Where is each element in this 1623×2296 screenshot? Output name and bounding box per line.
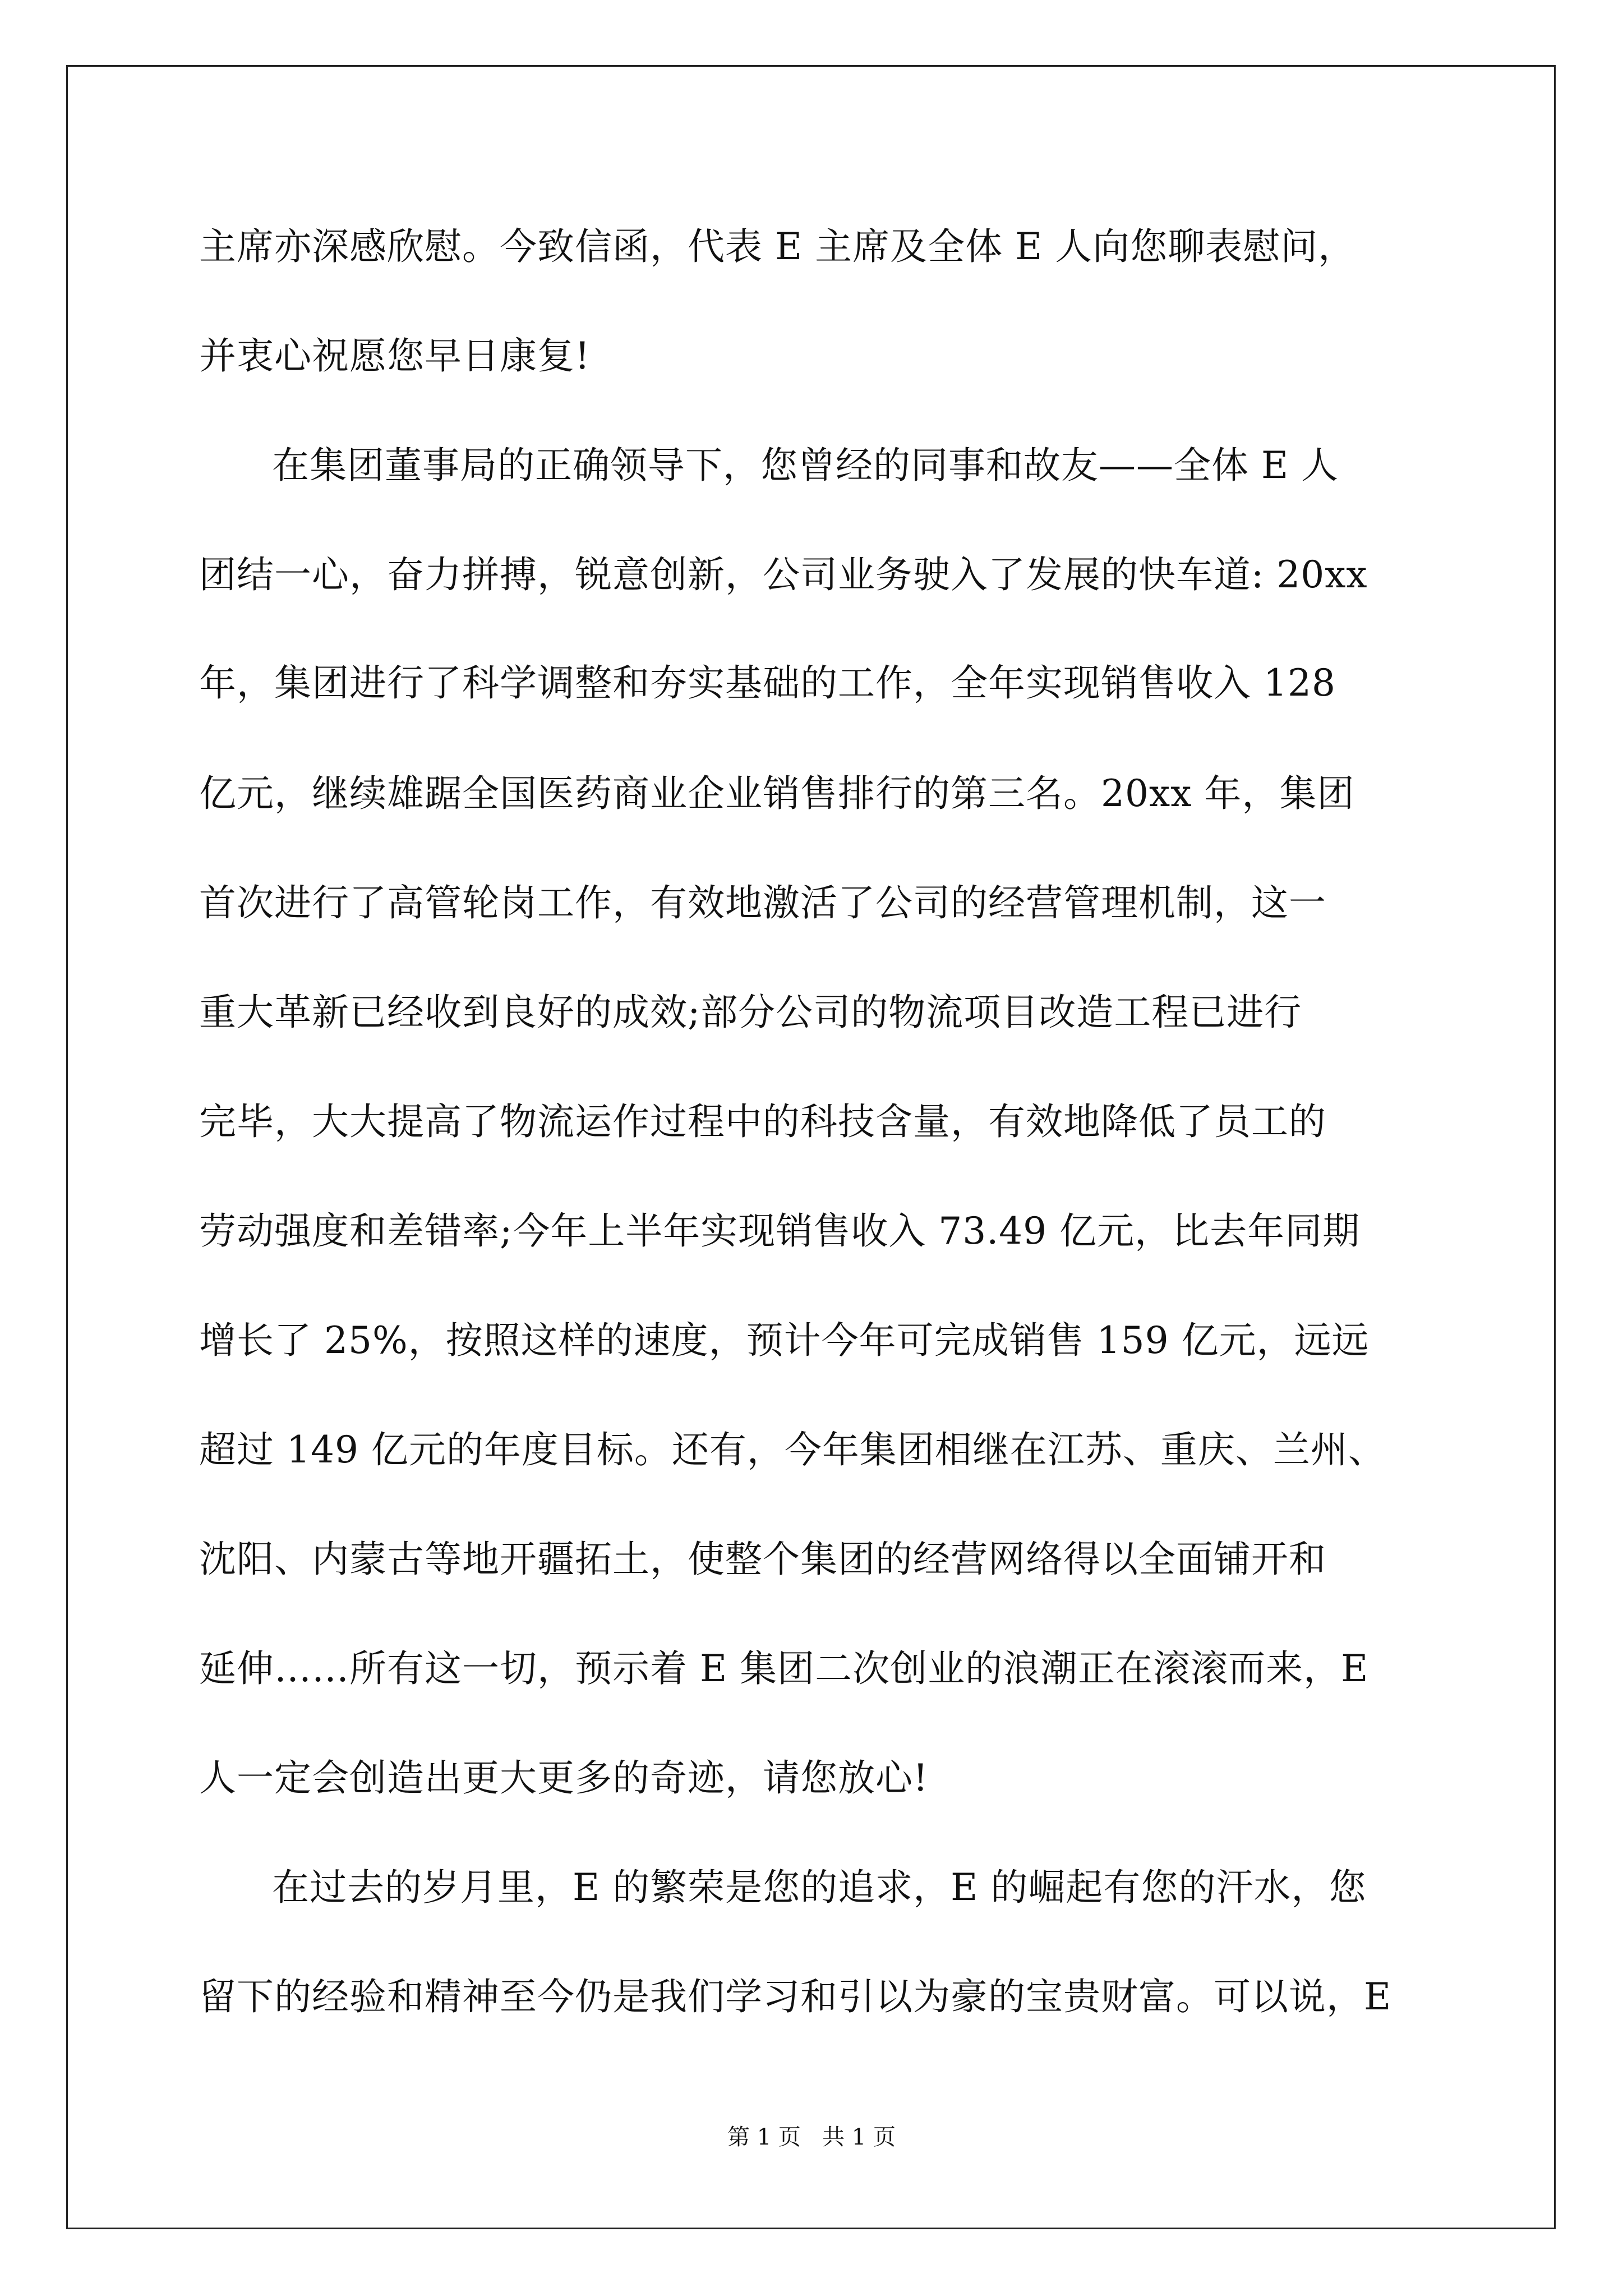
text-line: 并衷心祝愿您早日康复!: [199, 334, 591, 378]
text-line: 亿元，继续雄踞全国医药商业企业销售排行的第三名。20xx 年，集团: [199, 772, 1355, 815]
text-line: 年，集团进行了科学调整和夯实基础的工作，全年实现销售收入 128: [199, 661, 1336, 705]
text-line: 团结一心，奋力拼搏，锐意创新，公司业务驶入了发展的快车道: 20xx: [199, 553, 1368, 596]
text-line: 劳动强度和差错率;今年上半年实现销售收入 73.49 亿元，比去年同期: [199, 1209, 1361, 1253]
text-line: 首次进行了高管轮岗工作，有效地激活了公司的经营管理机制，这一: [199, 881, 1326, 924]
paragraph-start-line: 在集团董事局的正确领导下，您曾经的同事和故友——全体 E 人: [272, 444, 1339, 487]
text-line: 留下的经验和精神至今仍是我们学习和引以为豪的宝贵财富。可以说，E: [199, 1975, 1392, 2018]
text-line: 延伸……所有这一切，预示着 E 集团二次创业的浪潮正在滚滚而来，E: [199, 1647, 1369, 1690]
page-number-footer: 第 1 页 共 1 页: [727, 2124, 896, 2150]
paragraph-start-line: 在过去的岁月里，E 的繁荣是您的追求，E 的崛起有您的汗水，您: [272, 1866, 1367, 1909]
text-line: 沈阳、内蒙古等地开疆拓土，使整个集团的经营网络得以全面铺开和: [199, 1538, 1326, 1581]
text-line: 增长了 25%，按照这样的速度，预计今年可完成销售 159 亿元，远远: [199, 1319, 1370, 1362]
text-line: 超过 149 亿元的年度目标。还有，今年集团相继在江苏、重庆、兰州、: [199, 1428, 1386, 1471]
text-line: 主席亦深感欣慰。今致信函，代表 E 主席及全体 E 人向您聊表慰问，: [199, 225, 1356, 268]
text-line: 完毕，大大提高了物流运作过程中的科技含量，有效地降低了员工的: [199, 1100, 1326, 1143]
text-line: 人一定会创造出更大更多的奇迹，请您放心!: [199, 1756, 929, 1800]
text-line: 重大革新已经收到良好的成效;部分公司的物流项目改造工程已进行: [199, 991, 1302, 1034]
